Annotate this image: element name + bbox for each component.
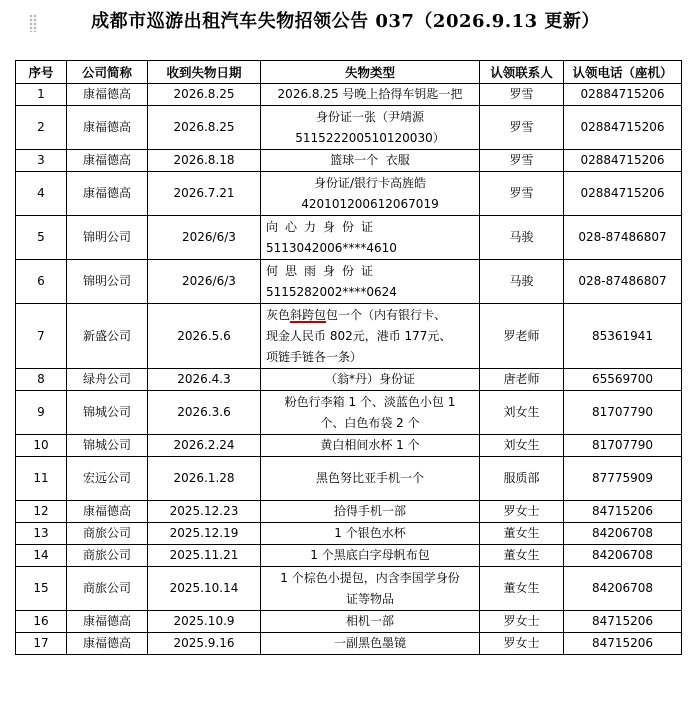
cell-contact: 罗雪 [480,84,564,106]
cell-company: 康福德高 [67,84,148,106]
cell-contact: 罗雪 [480,106,564,150]
item-line: 一副黑色墨镜 [333,636,406,650]
cell-date: 2026.8.25 [148,84,261,106]
cell-date: 2026.2.24 [148,435,261,457]
cell-company: 康福德高 [67,172,148,216]
table-row [16,523,682,545]
item-line: 拾得手机一部 [333,504,406,518]
cell-item [261,457,480,501]
cell-no: 3 [16,150,67,172]
cell-no: 9 [16,391,67,435]
cell-item [261,523,480,545]
cell-contact: 罗女士 [480,633,564,655]
cell-phone: 81707790 [564,391,682,435]
cell-contact: 董女生 [480,567,564,611]
item-line: （翁*丹）身份证 [324,372,415,386]
cell-company: 锦城公司 [67,435,148,457]
cell-company: 康福德高 [67,611,148,633]
table-row [16,304,682,369]
cell-date: 2025.10.9 [148,611,261,633]
cell-no: 11 [16,457,67,501]
cell-no: 13 [16,523,67,545]
header-phone: 认领电话（座机） [564,61,682,84]
cell-date: 2026/6/3 [148,216,261,260]
item-line: 粉色行李箱 1 个、淡蓝色小包 1 [284,394,456,409]
cell-contact: 罗雪 [480,172,564,216]
cell-no: 16 [16,611,67,633]
item-line: 证等物品 [345,591,394,606]
table-row [16,106,682,150]
cell-contact: 罗老师 [480,304,564,369]
item-line: 项链手链各一条） [266,349,363,364]
cell-phone: 84715206 [564,633,682,655]
cell-date: 2026.5.6 [148,304,261,369]
table-row [16,216,682,260]
table-row [16,172,682,216]
item-line: 1 个棕色小提包，内含李国学身份 [280,570,460,585]
cell-company: 新盛公司 [67,304,148,369]
item-line: 个、白色布袋 2 个 [320,415,420,430]
cell-no: 6 [16,260,67,304]
table-row [16,545,682,567]
item-line: 身份证一张（尹靖源 [315,109,424,124]
cell-date: 2026.4.3 [148,369,261,391]
header-company: 公司简称 [67,61,148,84]
cell-item [261,435,480,457]
item-line: 511522200510120030） [295,130,445,145]
cell-item [261,369,480,391]
cell-item [261,172,480,216]
header-contact: 认领联系人 [480,61,564,84]
cell-contact: 罗女士 [480,611,564,633]
table-row [16,150,682,172]
cell-phone: 02884715206 [564,150,682,172]
item-line: 420101200612067019 [301,196,439,211]
cell-company: 锦城公司 [67,391,148,435]
cell-item [261,150,480,172]
table-row [16,435,682,457]
item-line: 相机一部 [345,614,394,628]
cell-item [261,216,480,260]
table-row [16,84,682,106]
item-line: 5113042006****4610 [266,240,397,255]
cell-phone: 84206708 [564,545,682,567]
table-row [16,567,682,611]
cell-contact: 刘女生 [480,435,564,457]
cell-phone: 02884715206 [564,172,682,216]
cell-date: 2025.12.23 [148,501,261,523]
cell-no: 17 [16,633,67,655]
cell-no: 10 [16,435,67,457]
item-line: 现金人民币 802元，港币 177元、 [266,328,452,343]
cell-date: 2026.8.18 [148,150,261,172]
cell-date: 2025.9.16 [148,633,261,655]
cell-phone: 84715206 [564,611,682,633]
cell-no: 2 [16,106,67,150]
item-line: 何思雨身份证 [266,263,381,278]
item-line: 5115282002****0624 [266,284,397,299]
item-line: 黑色努比亚手机一个 [315,471,424,485]
cell-phone: 84206708 [564,523,682,545]
cell-contact: 罗女士 [480,501,564,523]
cell-phone: 02884715206 [564,106,682,150]
cell-phone: 84715206 [564,501,682,523]
cell-company: 康福德高 [67,501,148,523]
cell-no: 1 [16,84,67,106]
cell-phone: 028-87486807 [564,216,682,260]
cell-company: 宏远公司 [67,457,148,501]
cell-item [261,106,480,150]
cell-no: 4 [16,172,67,216]
cell-date: 2026.1.28 [148,457,261,501]
cell-contact: 马骏 [480,260,564,304]
cell-item [261,304,480,369]
cell-phone: 028-87486807 [564,260,682,304]
cell-phone: 65569700 [564,369,682,391]
cell-no: 7 [16,304,67,369]
cell-item [261,391,480,435]
cell-contact: 马骏 [480,216,564,260]
cell-no: 12 [16,501,67,523]
item-line: 黄白相间水杯 1 个 [320,438,420,452]
table-row [16,633,682,655]
cell-contact: 董女生 [480,523,564,545]
item-line: 向心力身份证 [266,219,381,234]
cell-phone: 84206708 [564,567,682,611]
item-line: 2026.8.25 号晚上拾得车钥匙一把 [277,87,463,101]
lost-items-table [15,60,682,655]
cell-phone: 85361941 [564,304,682,369]
cell-no: 5 [16,216,67,260]
cell-date: 2026.8.25 [148,106,261,150]
table-row [16,457,682,501]
cell-date: 2025.10.14 [148,567,261,611]
cell-no: 8 [16,369,67,391]
cell-company: 绿舟公司 [67,369,148,391]
spellcheck-underline: 斜跨包 [290,307,327,322]
item-line: 灰色斜跨包包一个（内有银行卡、 [266,307,447,322]
cell-company: 康福德高 [67,633,148,655]
item-line: 篮球一个 衣服 [330,153,410,167]
cell-phone: 81707790 [564,435,682,457]
cell-no: 15 [16,567,67,611]
document-title: 成都市巡游出租汽车失物招领公告 037（2026.9.13 更新） [91,11,600,32]
cell-date: 2025.11.21 [148,545,261,567]
header-item: 失物类型 [261,61,480,84]
item-line: 1 个银色水杯 [334,526,406,540]
cell-contact: 唐老师 [480,369,564,391]
cell-date: 2025.12.19 [148,523,261,545]
table-row [16,391,682,435]
cell-item [261,501,480,523]
cell-company: 康福德高 [67,150,148,172]
cell-item [261,260,480,304]
cell-company: 锦明公司 [67,216,148,260]
table-row [16,611,682,633]
cell-date: 2026.7.21 [148,172,261,216]
table-row [16,501,682,523]
cell-item [261,633,480,655]
cell-company: 康福德高 [67,106,148,150]
cell-contact: 刘女生 [480,391,564,435]
header-no: 序号 [16,61,67,84]
cell-phone: 02884715206 [564,84,682,106]
cell-company: 商旅公司 [67,545,148,567]
cell-company: 商旅公司 [67,567,148,611]
cell-contact: 服质部 [480,457,564,501]
cell-no: 14 [16,545,67,567]
cell-company: 锦明公司 [67,260,148,304]
cell-date: 2026/6/3 [148,260,261,304]
item-line: 身份证/银行卡高旌皓 [313,175,427,190]
cell-item [261,611,480,633]
table-header-row [16,61,682,84]
cell-item [261,567,480,611]
cell-item [261,84,480,106]
cell-contact: 罗雪 [480,150,564,172]
item-line: 1 个黑底白字母帆布包 [310,548,430,562]
cell-item [261,545,480,567]
header-date: 收到失物日期 [148,61,261,84]
cell-date: 2026.3.6 [148,391,261,435]
table-row [16,260,682,304]
table-row [16,369,682,391]
cell-phone: 87775909 [564,457,682,501]
cell-contact: 董女生 [480,545,564,567]
cell-company: 商旅公司 [67,523,148,545]
